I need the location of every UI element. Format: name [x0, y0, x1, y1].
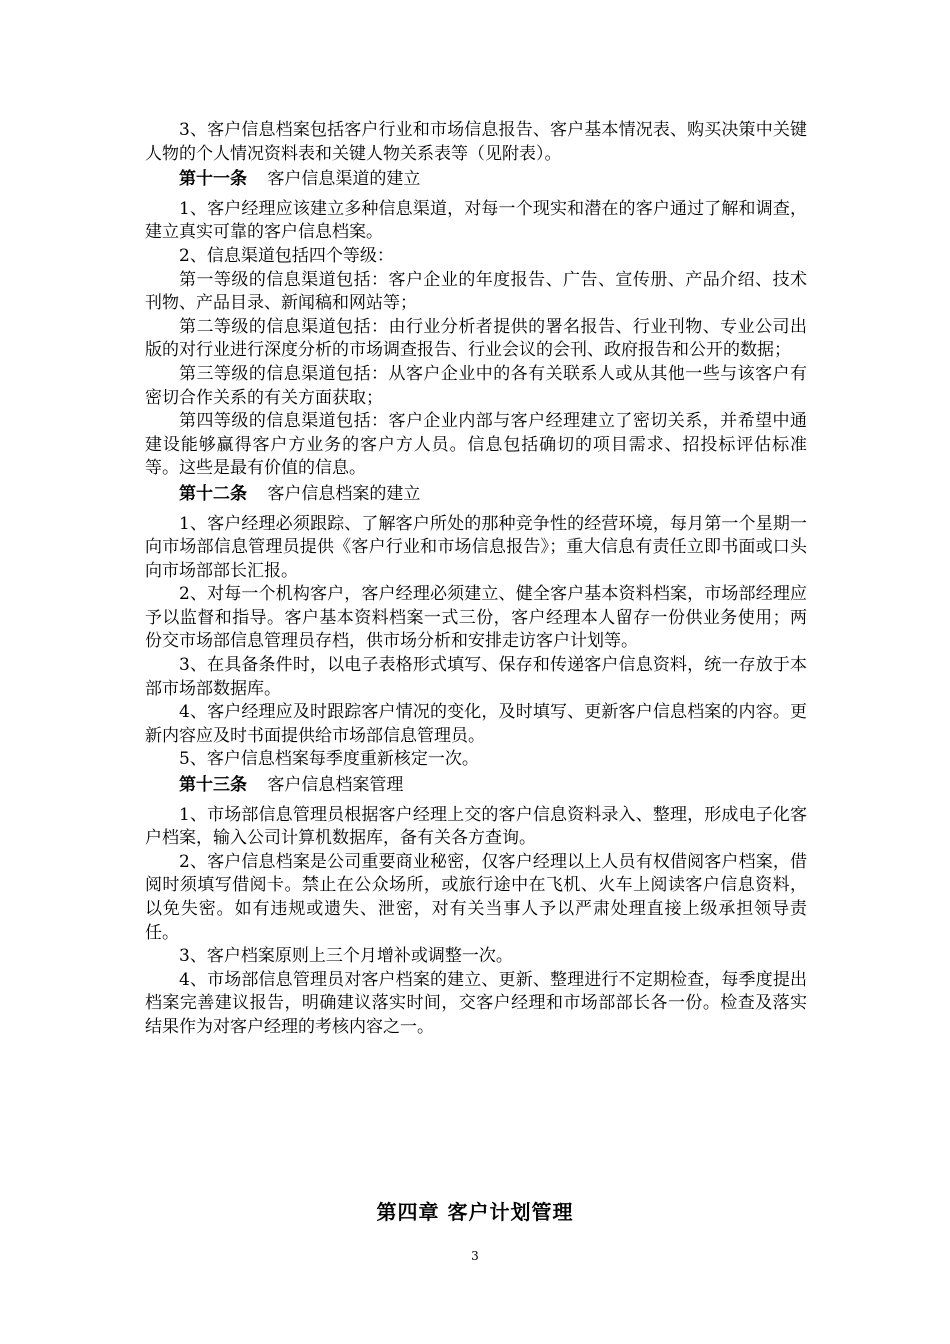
paragraph: 1、客户经理必须跟踪、了解客户所处的那种竞争性的经营环境，每月第一个星期一向市场部信息管理员提供《客户行业和市场信息报告》；重大信息有责任立即书面或口头向市场部部长汇报。	[145, 513, 807, 581]
paragraph: 1、市场部信息管理员根据客户经理上交的客户信息资料录入、整理，形成电子化客户档案，输入公司计算机数据库，备有关各方查询。	[145, 804, 807, 849]
article-number: 第十二条	[179, 483, 247, 504]
article-heading	[145, 168, 807, 192]
paragraph: 2、客户信息档案是公司重要商业秘密，仅客户经理以上人员有权借阅客户档案，借阅时须填写借阅卡。禁止在公众场所，或旅行途中在飞机、火车上阅读客户信息资料，以免失密。如有违规或遗失、泄密，对有关当事人予以严肃处理直接上级承担领导责任。	[145, 851, 807, 943]
paragraph: 第一等级的信息渠道包括：客户企业的年度报告、广告、宣传册、产品介绍、技术刊物、产品目录、新闻稿和网站等；	[145, 269, 807, 314]
document-body	[145, 119, 807, 1040]
article-heading	[145, 774, 807, 798]
paragraph: 3、在具备条件时，以电子表格形式填写、保存和传递客户信息资料，统一存放于本部市场部数据库。	[145, 655, 807, 699]
paragraph: 第四等级的信息渠道包括：客户企业内部与客户经理建立了密切关系，并希望中通建设能够赢得客户方业务的客户方人员。信息包括确切的项目需求、招投标评估标准等。这些是最有价值的信息。	[145, 411, 807, 479]
paragraph: 4、客户经理应及时跟踪客户情况的变化，及时填写、更新客户信息档案的内容。更新内容应及时书面提供给市场部信息管理员。	[145, 702, 807, 746]
paragraph: 2、信息渠道包括四个等级：	[179, 245, 394, 266]
chapter-heading: 第四章 客户计划管理	[376, 1200, 574, 1224]
paragraph: 5、客户信息档案每季度重新核定一次。	[179, 749, 479, 770]
article-title: 客户信息档案的建立	[267, 483, 421, 504]
paragraph: 3、客户信息档案包括客户行业和市场信息报告、客户基本情况表、购买决策中关键人物的个人情况资料表和关键人物关系表等（见附表）。	[145, 120, 807, 164]
article-number: 第十一条	[179, 169, 247, 190]
paragraph: 4、市场部信息管理员对客户档案的建立、更新、整理进行不定期检查，每季度提出档案完善建议报告，明确建议落实时间，交客户经理和市场部部长各一份。检查及落实结果作为对客户经理的考核内容之一。	[145, 969, 807, 1037]
paragraph: 第三等级的信息渠道包括：从客户企业中的各有关联系人或从其他一些与该客户有密切合作关系的有关方面获取；	[145, 363, 807, 408]
article-heading	[145, 483, 807, 507]
paragraph: 2、对每一个机构客户，客户经理必须建立、健全客户基本资料档案，市场部经理应予以监督和指导。客户基本资料档案一式三份，客户经理本人留存一份供业务使用；两份交市场部信息管理员存档，供市场分析和安排走访客户计划等。	[145, 584, 807, 652]
article-title: 客户信息档案管理	[267, 775, 404, 796]
article-number: 第十三条	[179, 775, 247, 796]
paragraph: 1、客户经理应该建立多种信息渠道，对每一个现实和潜在的客户通过了解和调查，建立真实可靠的客户信息档案。	[145, 198, 807, 243]
paragraph: 第二等级的信息渠道包括：由行业分析者提供的署名报告、行业刊物、专业公司出版的对行业进行深度分析的市场调查报告、行业会议的会刊、政府报告和公开的数据；	[145, 316, 807, 361]
page-number: 3	[471, 1249, 479, 1263]
paragraph: 3、客户档案原则上三个月增补或调整一次。	[179, 946, 513, 967]
article-title: 客户信息渠道的建立	[267, 169, 421, 190]
